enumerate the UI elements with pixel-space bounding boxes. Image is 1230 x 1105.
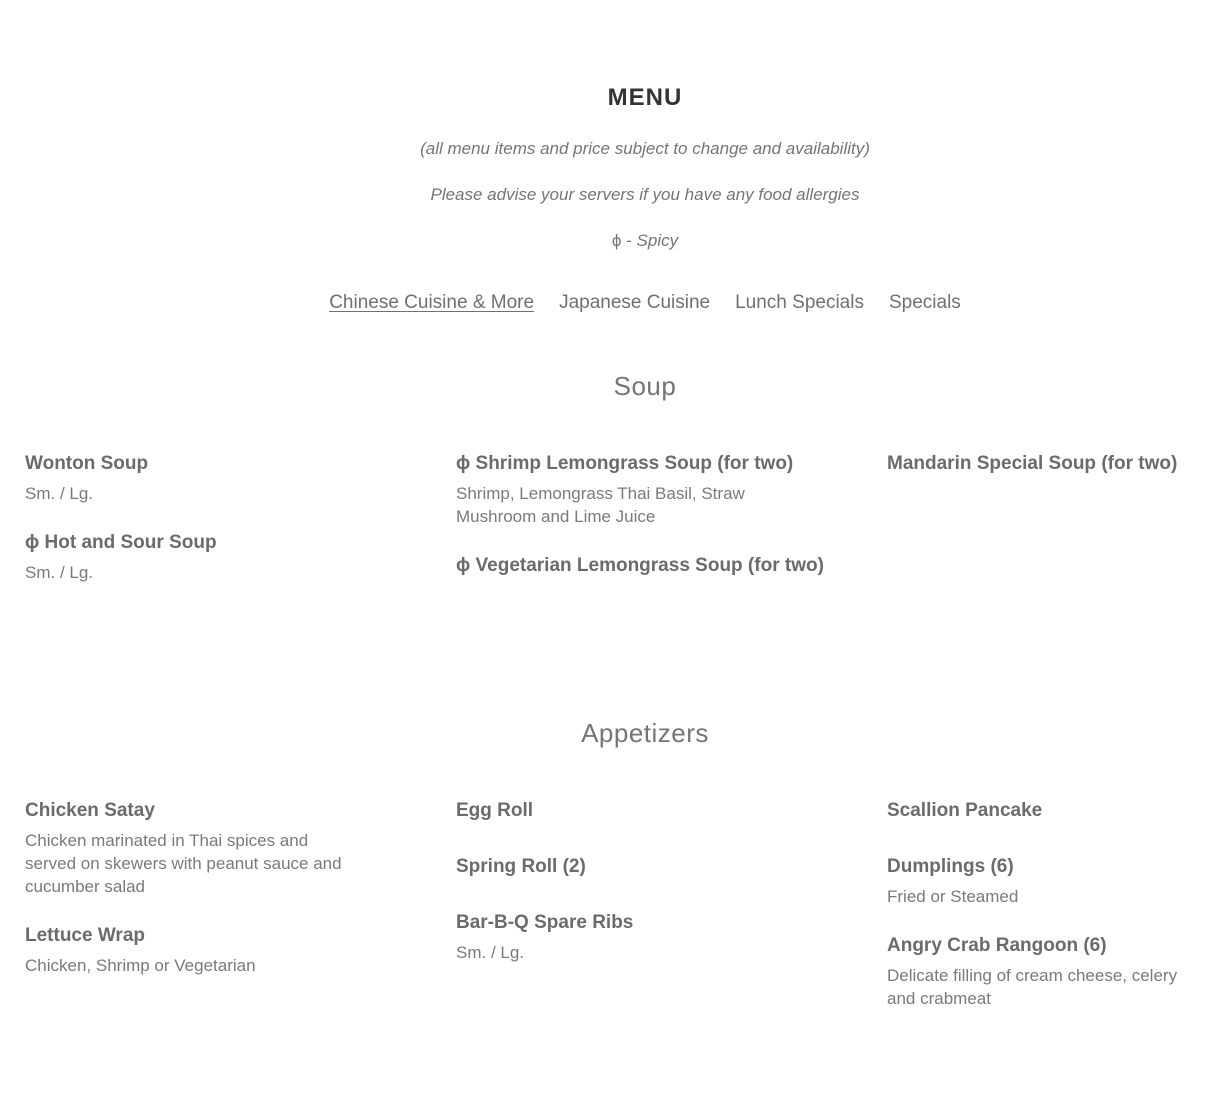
item-name: Bar-B-Q Spare Ribs	[456, 912, 634, 933]
item-name: Angry Crab Rangoon (6)	[887, 935, 1107, 956]
menu-item	[456, 554, 824, 578]
menu-item	[25, 799, 355, 898]
item-name: Scallion Pancake	[887, 800, 1043, 821]
tab-specials[interactable]: Specials	[888, 292, 961, 313]
item-description: Shrimp, Lemongrass Thai Basil, Straw Mushroom and Lime Juice	[456, 484, 745, 526]
appetizers-column-1	[25, 799, 355, 1003]
item-description: Sm. / Lg.	[25, 484, 94, 503]
item-description: Chicken marinated in Thai spices and served on skewers with peanut sauce and cucumber salad	[25, 831, 342, 896]
item-name: Mandarin Special Soup (for two)	[887, 453, 1178, 474]
tab-japanese-cuisine[interactable]: Japanese Cuisine	[559, 292, 711, 313]
item-description: Fried or Steamed	[887, 887, 1019, 906]
item-name: Dumplings (6)	[887, 856, 1014, 877]
menu-item	[887, 855, 1207, 908]
soup-column-2	[456, 452, 824, 604]
menu-tabs	[0, 292, 1230, 314]
soup-column-1	[25, 452, 355, 610]
item-name: ϕ Shrimp Lemongrass Soup (for two)	[456, 453, 794, 474]
item-name: Chicken Satay	[25, 800, 155, 821]
tab-lunch-specials[interactable]: Lunch Specials	[735, 292, 864, 313]
menu-item	[887, 934, 1207, 1010]
tab-chinese-cuisine[interactable]: Chinese Cuisine & More	[329, 292, 535, 313]
item-description: Sm. / Lg.	[25, 563, 94, 582]
section-heading-soup: Soup	[613, 371, 677, 401]
allergy-notice: Please advise your servers if you have any food allergies	[430, 185, 860, 204]
item-name: ϕ Hot and Sour Soup	[25, 532, 217, 553]
menu-item	[456, 855, 786, 879]
appetizers-column-2	[456, 799, 786, 990]
item-description: Chicken, Shrimp or Vegetarian	[25, 956, 256, 975]
spicy-legend	[0, 231, 1230, 251]
menu-item	[456, 911, 786, 964]
menu-item	[456, 799, 786, 823]
menu-item	[887, 452, 1217, 476]
menu-item	[25, 924, 355, 977]
section-heading-appetizers: Appetizers	[581, 718, 709, 748]
item-name: Egg Roll	[456, 800, 534, 821]
item-name: Spring Roll (2)	[456, 856, 586, 877]
item-name: Wonton Soup	[25, 453, 149, 474]
item-description: Sm. / Lg.	[456, 943, 525, 962]
price-disclaimer: (all menu items and price subject to change and availability)	[420, 139, 870, 158]
menu-item	[25, 531, 355, 584]
spicy-symbol: ϕ	[611, 231, 622, 250]
menu-item	[456, 452, 794, 528]
appetizers-column-3	[887, 799, 1207, 1036]
spicy-legend-label: Spicy	[636, 231, 679, 250]
menu-item	[887, 799, 1207, 823]
page-title: MENU	[607, 84, 683, 111]
item-name: Lettuce Wrap	[25, 925, 146, 946]
spicy-legend-separator: -	[621, 231, 637, 250]
item-name: ϕ Vegetarian Lemongrass Soup (for two)	[456, 555, 824, 576]
item-description: Delicate filling of cream cheese, celery and crabmeat	[887, 966, 1178, 1008]
menu-item	[25, 452, 355, 505]
soup-column-3	[887, 452, 1217, 502]
